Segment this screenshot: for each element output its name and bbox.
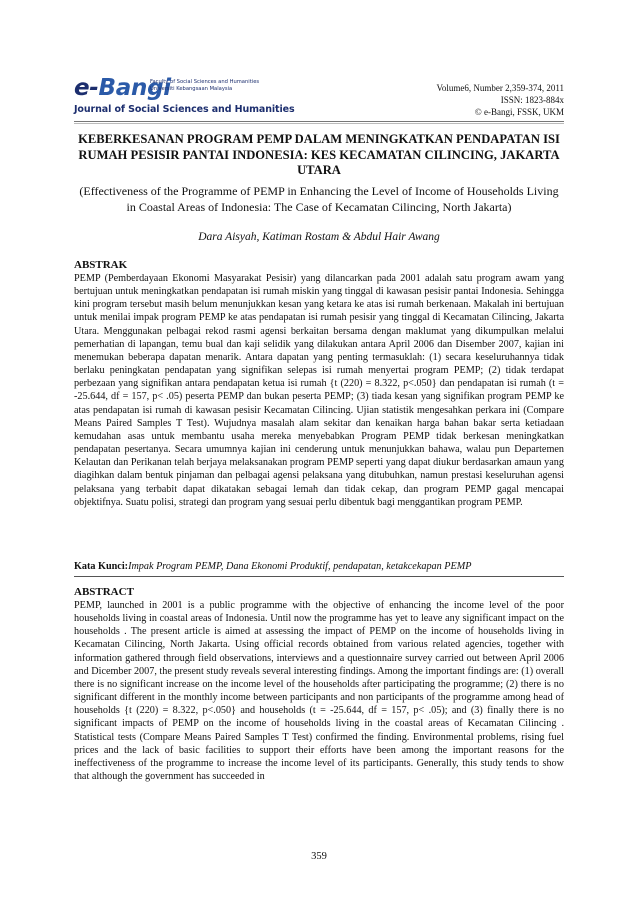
copyright-info: © e-Bangi, FSSK, UKM: [474, 107, 564, 117]
article-authors: Dara Aisyah, Katiman Rostam & Abdul Hair Awang: [198, 231, 440, 243]
kata-kunci-terms: Impak Program PEMP, Dana Ekonomi Produktif, pendapatan, ketakcekapan PEMP: [128, 561, 472, 572]
logo-faculty: Faculty of Social Sciences and Humanities Universiti Kebangsaan Malaysia: [150, 79, 260, 92]
logo-journal-name: Journal of Social Sciences and Humanities: [74, 104, 295, 115]
header-divider-secondary: [74, 123, 564, 124]
article-title: KEBERKESANAN PROGRAM PEMP DALAM MENINGKATKAN PENDAPATAN ISI RUMAH PESISIR PANTAI INDONESIA: KES KECAMATAN CILINCING, JAKARTA UTARA: [78, 132, 560, 177]
abstract-heading: ABSTRACT: [74, 586, 134, 598]
journal-info: [437, 82, 565, 118]
abstrak-heading: ABSTRAK: [74, 259, 128, 271]
logo-wordmark: e-Bangi: [74, 75, 171, 101]
article-subtitle: (Effectiveness of the Programme of PEMP in Enhancing the Level of Income of Households Living in Coastal Areas of Indonesia: The Case of Kecamatan Cilincing, North Jakarta): [79, 184, 559, 214]
page-number: 359: [311, 851, 327, 862]
keywords-divider: [74, 576, 564, 577]
kata-kunci: [74, 560, 564, 573]
kata-kunci-label: Kata Kunci:: [74, 561, 129, 572]
e-bangi-logo: [74, 75, 295, 116]
header-divider: [74, 121, 564, 122]
abstract-body: PEMP, launched in 2001 is a public programme with the objective of enhancing the income level of the poor households living in coastal areas of Indonesia. Until now the programme has yet to leave any significant impact on the households . The present article is aimed at assessing the impact of PEMP on the income of households living in Kecamatan Cilincing, North Jakarta. Using official records obtained from various related agencies, together with information gathered through field observations, interviews and a questionnaire survey carried out between April 2006 and Dicember 2007, the present study reveals several interesting findings. Among the important findings are: (1) overall there is no significant increase on the income level of the households after participating the programme; (2) there is no significant different in the monthly income between participants and non participants of the programme among head of households {t (220) = 8.322, p<.050} and households (t = -25.644, df = 157, p< .05); and (3) finally there is no significant impacts of PEMP on the income of households living in the coastal areas of Kecamatan Cilincing . Statistical tests (Compare Means Paired Samples T Test) confirmed the finding. Environmental problems, rising fuel prices and the lack of basic facilities to support their efforts have been among the important reasons for the ineffectiveness of the programme to increase the income level of its participants. Generally, this study tends to show that although the government has succeeded in: [74, 600, 564, 783]
issn-info: ISSN: 1823-884x: [500, 95, 564, 105]
abstrak-body: PEMP (Pemberdayaan Ekonomi Masyarakat Pesisir) yang dilancarkan pada 2001 adalah satu program awam yang bertujuan untuk meningkatkan pendapatan isi rumah miskin yang tinggal di kawasan pesisir pantai Indonesia. Sehingga kini program tersebut masih belum menunjukkan kesan yang ketara ke atas isi rumah berkenaan. Makalah ini bertujuan untuk menilai impak program PEMP ke atas pendapatan isi rumah pesisir yang tinggal di Kecamatan Cilincing, Jakarta Utara. Menggunakan pelbagai rekod rasmi agensi berkaitan bersama dengan maklumat yang dikumpulkan melalui pemerhatian di lapangan, temu bual dan kaji selidik yang dilakukan antara April 2006 dan Disember 2007, kajian ini menemukan beberapa dapatan menarik. Antara dapatan yang penting termasuklah: (1) secara keseluruhannya tidak berlaku peningkatan pendapatan yang signifikan selepas isi rumah menyertai program PEMP; (2) tidak terdapat perbezaan yang signifikan antara pendapatan ketua isi rumah {t (220) = 8.322, p<.050} dan pendapatan isi rumah (t = -25.644, df = 157, p< .05) peserta PEMP dan bukan peserta PEMP; (3) tiada kesan yang signifikan program PEMP ke atas pendapatan isi rumah di kawasan pesisir Kecamatan Cilincing. Ujian statistik mengesahkan perkara ini (Compare Means Paired Samples T Test). Wujudnya masalah alam sekitar dan kenaikan harga bahan bakar serta ketiadaan kemudahan asas untuk membantu usaha mereka menyebabkan Program PEMP tidak berkesan meningkatkan pendapatan pesertanya. Secara umumnya kajian ini cenderung untuk menunjukkan bahawa, walau pun Departemen Kelautan dan Perikanan telah berjaya melaksanakan program PEMP seperti yang dapat diukur berdasarkan amaun yang diagihkan dalam bentuk pinjaman dan pelbagai agensi pelaksana yang ditubuhkan, namun prestasi keseluruhan agensi pelaksana yang terbabit dapat dikatakan sebagai lemah dan tidak cekap, dan program PEMP gagal mencapai objektifnya. Suatu polisi, strategi dan program yang sesuai perlu dibentuk bagi menggantikan program PEMP.: [74, 273, 564, 508]
volume-info: Volume6, Number 2,359-374, 2011: [436, 83, 564, 93]
